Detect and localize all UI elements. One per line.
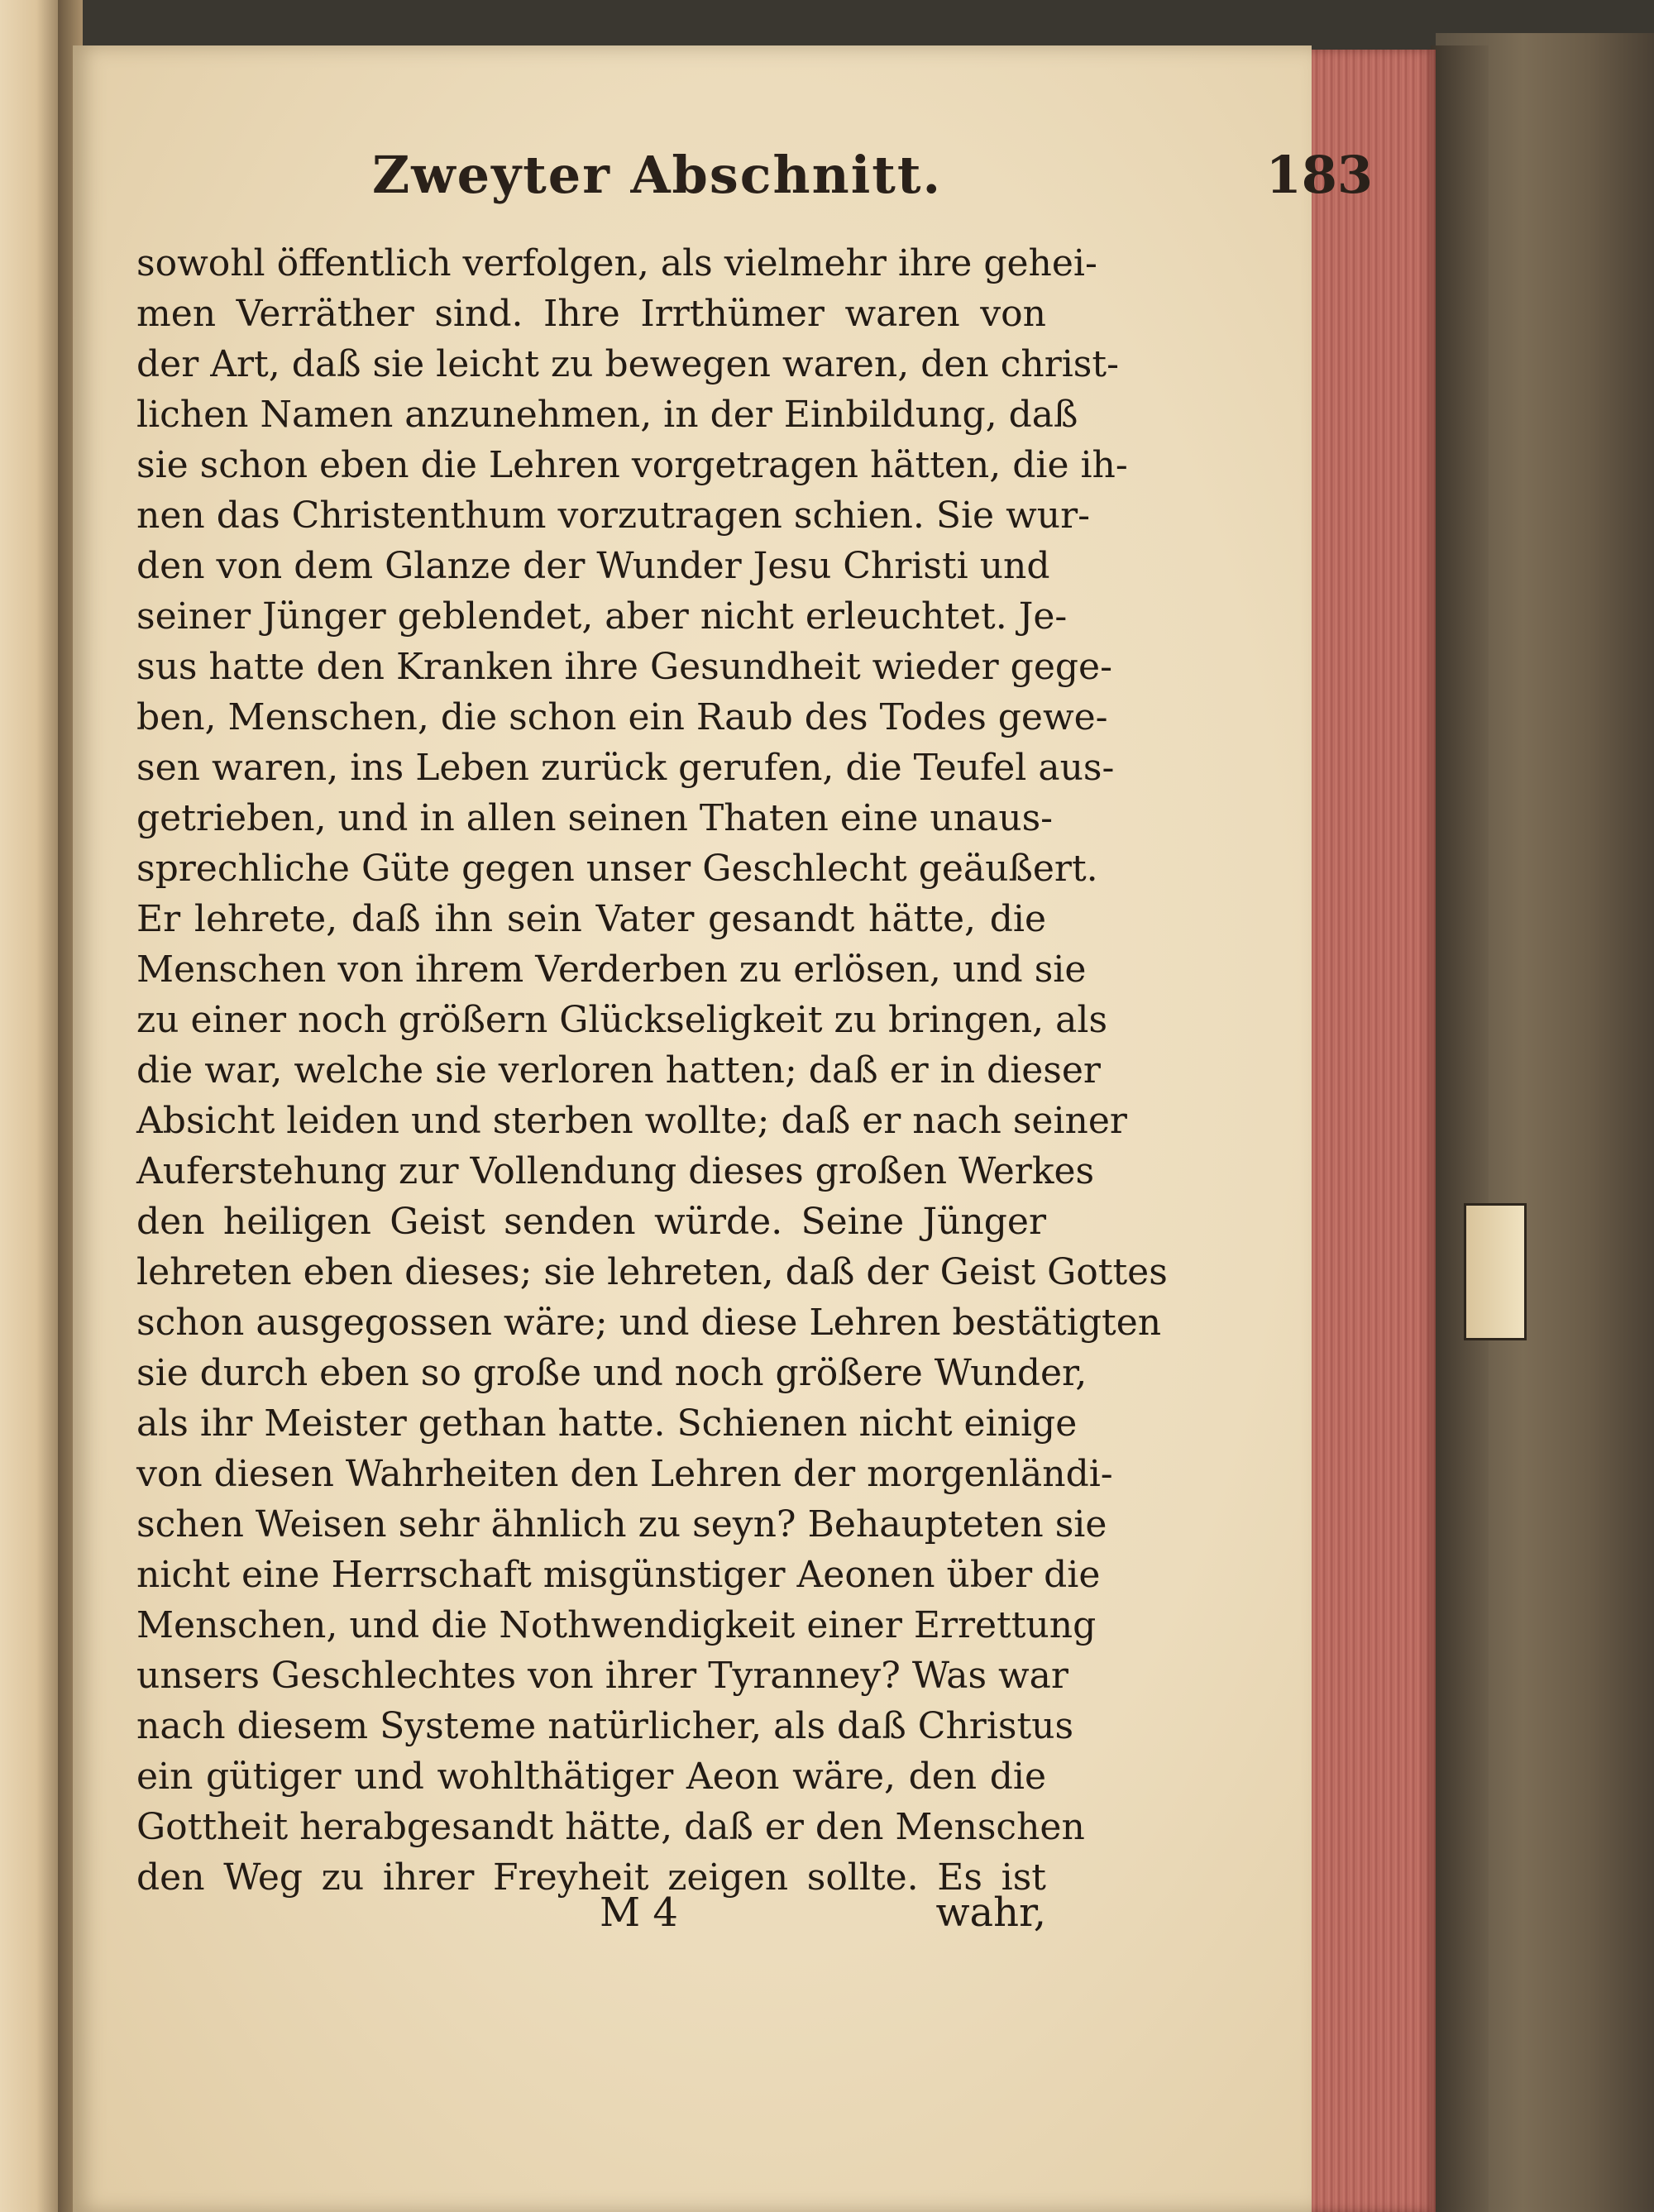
text-line: seiner Jünger geblendet, aber nicht erleuchtet. Je-	[136, 595, 1068, 638]
text-line: sen waren, ins Leben zurück gerufen, die Teufel aus-	[136, 747, 1115, 789]
text-line: von diesen Wahrheiten den Lehren der morgenländi-	[136, 1453, 1113, 1495]
text-line: sie durch eben so große und noch größere Wunder,	[136, 1352, 1088, 1394]
text-line: Er lehrete, daß ihn sein Vater gesandt hätte, die	[136, 898, 1046, 940]
cover-edge	[1431, 45, 1489, 2212]
catchword: wahr,	[935, 1890, 1046, 1936]
page-header	[314, 145, 1373, 219]
text-line: zu einer noch größern Glückseligkeit zu bringen, als	[136, 999, 1108, 1041]
text-line: lichen Namen anzunehmen, in der Einbildung, daß	[136, 394, 1078, 436]
text-line: nach diesem Systeme natürlicher, als daß Christus	[136, 1705, 1074, 1747]
clasp-tab	[1464, 1203, 1527, 1340]
text-line: als ihr Meister gethan hatte. Schienen nicht einige	[136, 1402, 1078, 1445]
text-line: sus hatte den Kranken ihre Gesundheit wieder gege-	[136, 646, 1112, 688]
text-line: die war, welche sie verloren hatten; daß er in dieser	[136, 1049, 1101, 1092]
left-page-edge	[0, 0, 66, 2212]
text-line: Gottheit herabgesandt hätte, daß er den Menschen	[136, 1806, 1085, 1848]
text-line: Menschen, und die Nothwendigkeit einer Errettung	[136, 1604, 1097, 1646]
page-number: 183	[1265, 145, 1373, 205]
text-line: den von dem Glanze der Wunder Jesu Christi und	[136, 545, 1050, 587]
text-line: Absicht leiden und sterben wollte; daß er nach seiner	[136, 1100, 1127, 1142]
text-line: sprechliche Güte gegen unser Geschlecht geäußert.	[136, 848, 1098, 890]
signature-mark: M 4	[600, 1890, 678, 1936]
text-line: lehreten eben dieses; sie lehreten, daß der Geist Gottes	[136, 1251, 1168, 1293]
text-line: den heiligen Geist senden würde. Seine Jünger	[136, 1201, 1046, 1243]
running-head: Zweyter Abschnitt.	[372, 145, 943, 205]
text-line: getrieben, und in allen seinen Thaten eine unaus-	[136, 797, 1054, 839]
text-line: nen das Christenthum vorzutragen schien. Sie wur-	[136, 494, 1090, 537]
text-line: sowohl öffentlich verfolgen, als vielmehr ihre gehei-	[136, 242, 1097, 284]
text-line: unsers Geschlechtes von ihrer Tyranney? Was war	[136, 1655, 1068, 1697]
text-line: men Verräther sind. Ihre Irrthümer waren von	[136, 293, 1046, 335]
page-footer	[136, 1890, 1046, 1947]
text-line: ein gütiger und wohlthätiger Aeon wäre, den die	[136, 1756, 1046, 1798]
text-line: sie schon eben die Lehren vorgetragen hätten, die ih-	[136, 444, 1128, 486]
text-line: den Weg zu ihrer Freyheit zeigen sollte. Es ist	[136, 1856, 1046, 1899]
text-line: schon ausgegossen wäre; und diese Lehren bestätigten	[136, 1302, 1162, 1344]
text-line: ben, Menschen, die schon ein Raub des Todes gewe-	[136, 696, 1108, 738]
text-line: schen Weisen sehr ähnlich zu seyn? Behaupteten sie	[136, 1503, 1107, 1546]
text-line: der Art, daß sie leicht zu bewegen waren, den christ-	[136, 343, 1119, 385]
text-line: Menschen von ihrem Verderben zu erlösen, und sie	[136, 948, 1087, 991]
text-line: Auferstehung zur Vollendung dieses großen Werkes	[136, 1150, 1095, 1192]
text-line: nicht eine Herrschaft misgünstiger Aeonen über die	[136, 1554, 1101, 1596]
body-text	[136, 238, 1168, 1903]
red-page-edges	[1312, 50, 1436, 2212]
